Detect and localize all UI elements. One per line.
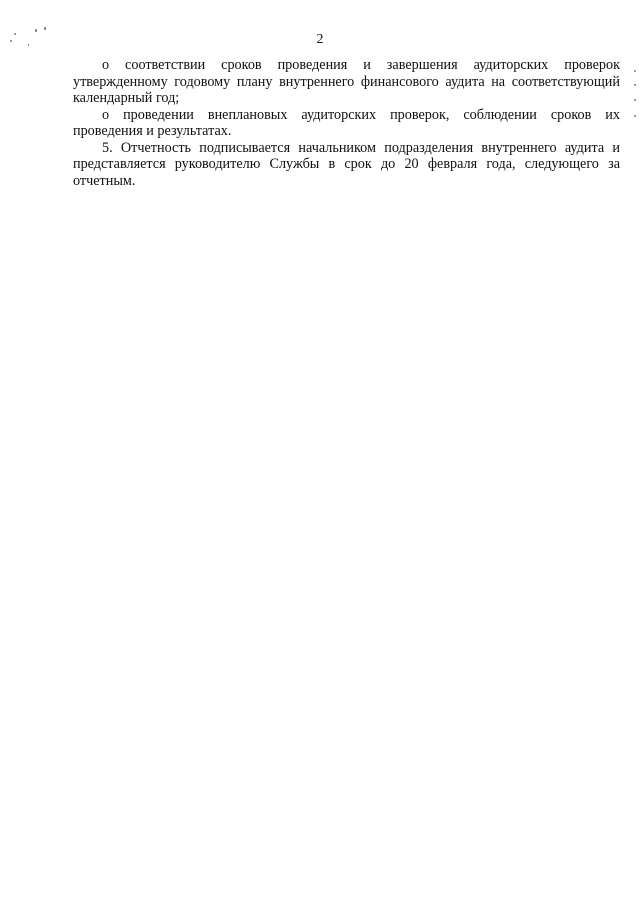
document-body (73, 57, 620, 189)
paragraph-unscheduled-audits: о проведении внеплановых аудиторских проверок, соблюдении сроков их проведения и результатах. (73, 106, 620, 139)
paragraph-audit-schedule-compliance: о соответствии сроков проведения и завершения аудиторских проверок утвержденному годовому плану внутреннего финансового аудита на соответствующий календарный год; (73, 57, 620, 106)
scan-speck (44, 27, 46, 30)
page-number: 2 (316, 32, 324, 47)
paragraph-reporting-signature: 5. Отчетность подписывается начальником подразделения внутреннего аудита и представляется руководителю Службы в срок до 20 февраля года, следующего за отчетным. (73, 139, 620, 189)
scan-edge-marks (634, 70, 637, 130)
